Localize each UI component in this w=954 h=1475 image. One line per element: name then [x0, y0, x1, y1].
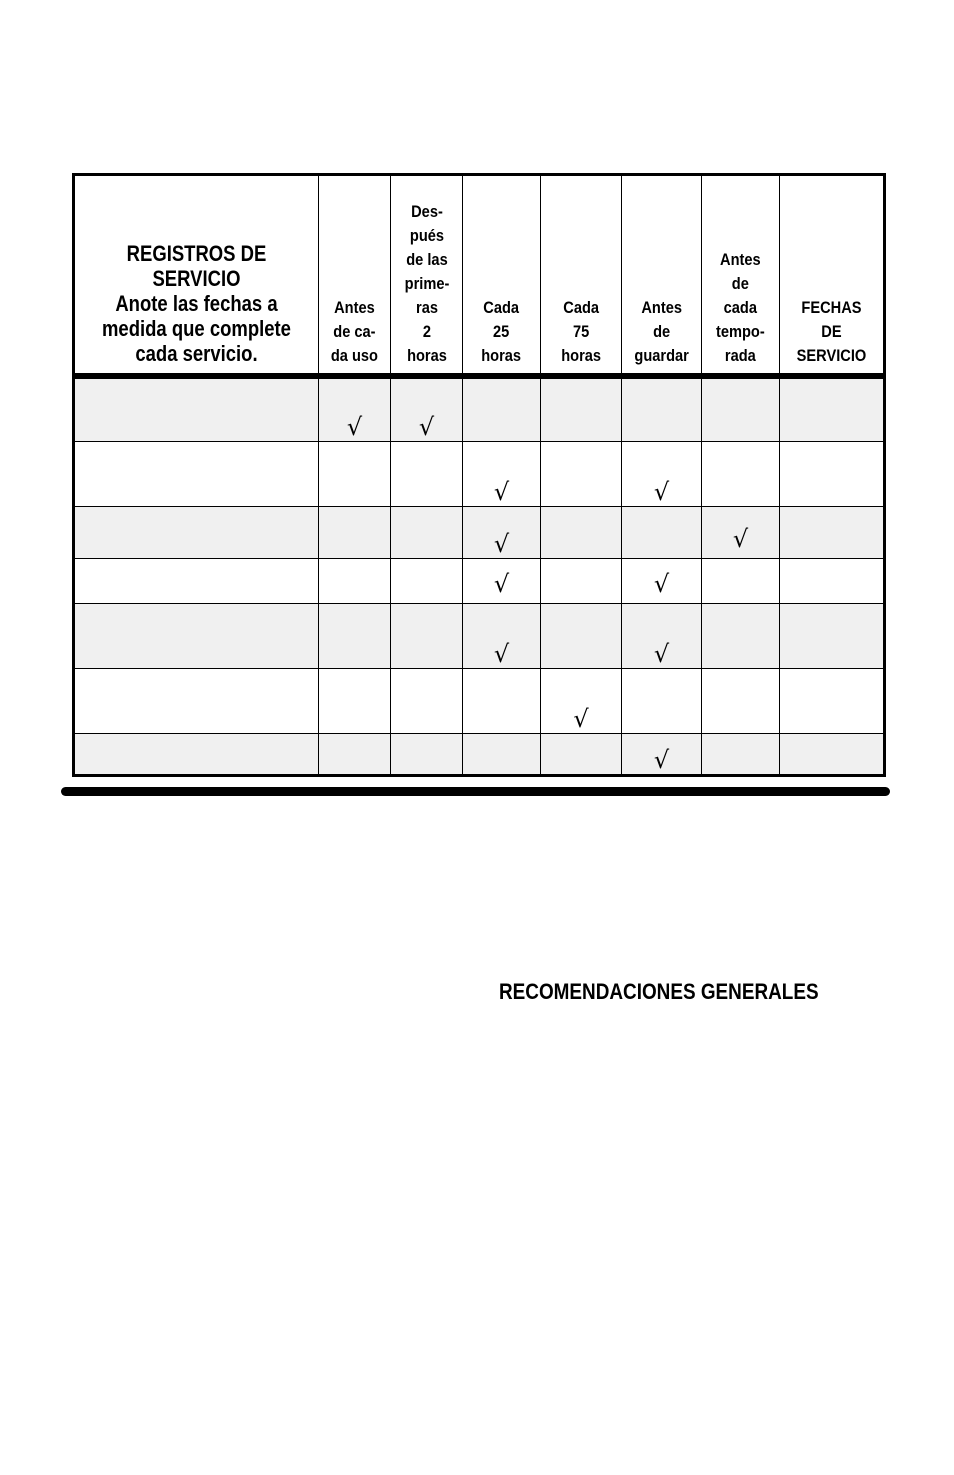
column-header-before-storage: Antes de guardar [634, 298, 689, 365]
schedule-cell [541, 733, 622, 775]
check-mark-icon: √ [493, 477, 510, 506]
schedule-cell [463, 441, 541, 506]
schedule-cell [319, 603, 391, 668]
check-mark-icon: √ [346, 412, 363, 441]
table-row [74, 668, 885, 733]
task-cell [74, 506, 319, 558]
schedule-cell [541, 558, 622, 603]
schedule-cell [319, 668, 391, 733]
table-title-cell [74, 175, 319, 377]
schedule-cell [541, 441, 622, 506]
check-mark-icon: √ [653, 569, 670, 598]
schedule-cell [702, 506, 780, 558]
schedule-cell [463, 733, 541, 775]
check-mark-icon: √ [493, 639, 510, 668]
column-header [391, 175, 463, 377]
column-header-every-25-hours: Cada 25 horas [481, 298, 522, 365]
header-row [74, 175, 885, 377]
schedule-cell [541, 603, 622, 668]
schedule-cell [319, 558, 391, 603]
column-header [319, 175, 391, 377]
column-header [622, 175, 702, 377]
column-header-after-first-2-hours: Des- pués de las prime- ras 2 horas [404, 202, 449, 365]
schedule-cell [780, 668, 885, 733]
table-row [74, 506, 885, 558]
schedule-cell [780, 733, 885, 775]
column-header-service-dates: FECHAS DE SERVICIO [796, 298, 867, 365]
schedule-cell [702, 603, 780, 668]
task-cell [74, 376, 319, 441]
schedule-cell [541, 668, 622, 733]
column-header-every-75-hours: Cada 75 horas [561, 298, 601, 365]
check-mark-icon: √ [653, 639, 670, 668]
check-mark-icon: √ [653, 477, 670, 506]
column-header-before-each-use: Antes de ca- da uso [330, 298, 379, 365]
table-title: REGISTROS DE SERVICIO Anote las fechas a medida que complete cada servicio. [102, 241, 291, 366]
schedule-cell [463, 603, 541, 668]
schedule-cell [391, 506, 463, 558]
check-mark-icon: √ [493, 529, 510, 558]
schedule-cell [622, 668, 702, 733]
schedule-cell [541, 506, 622, 558]
schedule-cell [541, 376, 622, 441]
schedule-cell [622, 376, 702, 441]
column-header [780, 175, 885, 377]
schedule-cell [319, 506, 391, 558]
task-cell [74, 558, 319, 603]
schedule-cell [463, 668, 541, 733]
schedule-cell [622, 733, 702, 775]
divider-rule [61, 787, 890, 796]
schedule-cell [702, 558, 780, 603]
task-cell [74, 441, 319, 506]
schedule-cell [702, 668, 780, 733]
schedule-cell [702, 733, 780, 775]
schedule-cell [391, 376, 463, 441]
schedule-cell [463, 558, 541, 603]
schedule-cell [780, 441, 885, 506]
schedule-cell [622, 441, 702, 506]
task-cell [74, 668, 319, 733]
schedule-cell [391, 733, 463, 775]
schedule-cell [391, 441, 463, 506]
schedule-cell [780, 506, 885, 558]
schedule-cell [702, 376, 780, 441]
check-mark-icon: √ [493, 569, 510, 598]
section-heading: RECOMENDACIONES GENERALES [499, 979, 819, 1004]
check-mark-icon: √ [573, 704, 589, 733]
schedule-cell [780, 558, 885, 603]
schedule-cell [702, 441, 780, 506]
table-row [74, 441, 885, 506]
schedule-cell [319, 441, 391, 506]
column-header-before-each-season: Antes de cada tempo- rada [716, 250, 765, 365]
schedule-cell [622, 603, 702, 668]
schedule-cell [319, 376, 391, 441]
column-header [702, 175, 780, 377]
schedule-cell [463, 376, 541, 441]
schedule-cell [780, 376, 885, 441]
task-cell [74, 603, 319, 668]
schedule-cell [463, 506, 541, 558]
schedule-cell [391, 603, 463, 668]
table-row [74, 376, 885, 441]
schedule-cell [391, 668, 463, 733]
table-row [74, 558, 885, 603]
check-mark-icon: √ [418, 412, 435, 441]
table-row [74, 603, 885, 668]
service-record-table [72, 173, 886, 777]
table-row [74, 733, 885, 775]
task-cell [74, 733, 319, 775]
schedule-cell [391, 558, 463, 603]
schedule-cell [622, 506, 702, 558]
check-mark-icon: √ [653, 745, 670, 774]
schedule-cell [319, 733, 391, 775]
column-header [463, 175, 541, 377]
table-body [74, 376, 885, 775]
schedule-cell [622, 558, 702, 603]
check-mark-icon: √ [732, 524, 749, 553]
schedule-cell [780, 603, 885, 668]
column-header [541, 175, 622, 377]
